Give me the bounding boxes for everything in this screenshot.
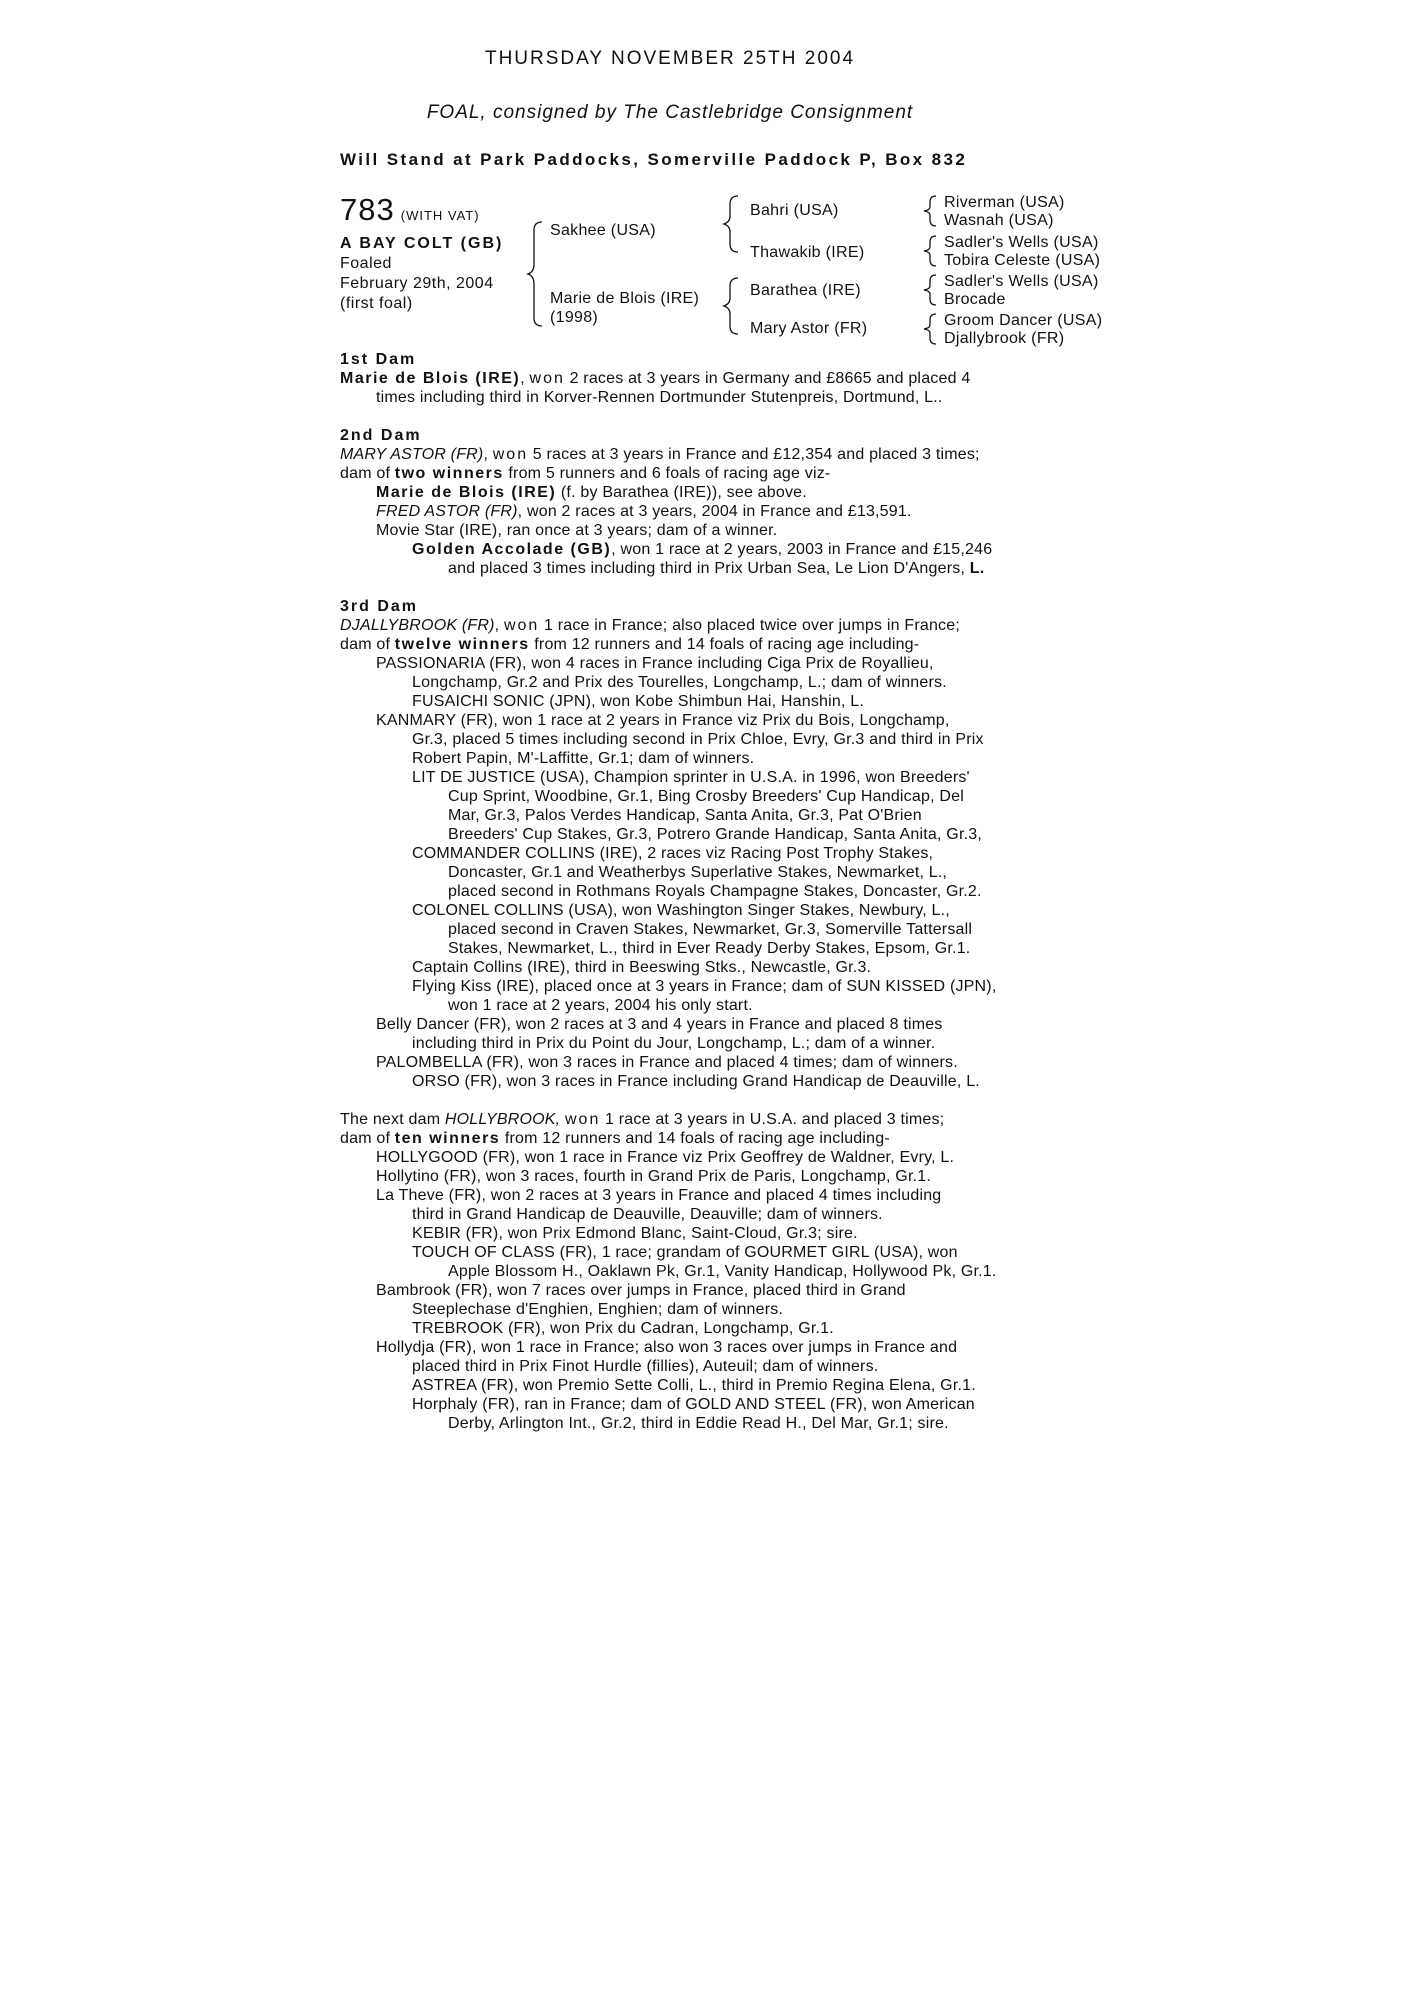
pedigree-bracket-g2 <box>924 234 940 268</box>
offspring-name: Golden Accolade (GB) <box>412 541 612 558</box>
third-dam-text-1: 1 race in France; also placed twice over jumps in France; <box>543 617 960 634</box>
next-dam-line: third in Grand Handicap de Deauville, Deauville; dam of winners. <box>412 1206 883 1223</box>
pedigree-dam-year: (1998) <box>550 309 599 326</box>
next-dam-line: Steeplechase d'Enghien, Enghien; dam of winners. <box>412 1301 784 1318</box>
pedigree-g7: Groom Dancer (USA) <box>944 312 1103 329</box>
next-dam-line: Hollytino (FR), won 3 races, fourth in Grand Prix de Paris, Longchamp, Gr.1. <box>376 1168 931 1185</box>
second-dam-text-2: from 5 runners and 6 foals of racing age viz- <box>508 465 831 482</box>
third-dam-line-1: DJALLYBROOK (FR), won 1 race in France; also placed twice over jumps in France; <box>340 617 960 634</box>
next-dam-line: Hollydja (FR), won 1 race in France; also won 3 races over jumps in France and <box>376 1339 958 1356</box>
pedigree-g3: Sadler's Wells (USA) <box>944 234 1099 251</box>
second-dam-line-1: MARY ASTOR (FR), won 5 races at 3 years in France and £12,354 and placed 3 times; <box>340 446 980 463</box>
second-dam-text-1: 5 races at 3 years in France and £12,354 and placed 3 times; <box>532 446 980 463</box>
first-dam-heading: 1st Dam <box>340 351 417 368</box>
offspring-text: , won 2 races at 3 years, 2004 in France and £13,591. <box>517 503 912 520</box>
third-dam-line: Stakes, Newmarket, L., third in Ever Ready Derby Stakes, Epsom, Gr.1. <box>448 940 971 957</box>
pedigree-bracket-g3 <box>924 273 940 307</box>
third-dam-line: including third in Prix du Point du Jour, Longchamp, L.; dam of a winner. <box>412 1035 936 1052</box>
next-dam-line: KEBIR (FR), won Prix Edmond Blanc, Saint-Cloud, Gr.3; sire. <box>412 1225 858 1242</box>
foaled-date: February 29th, 2004 <box>340 275 494 292</box>
next-dam-line: Horphaly (FR), ran in France; dam of GOLD AND STEEL (FR), won American <box>412 1396 975 1413</box>
lot-number <box>340 192 480 228</box>
stand-location: Will Stand at Park Paddocks, Somerville Paddock P, Box 832 <box>340 150 968 169</box>
first-dam-text-1: 2 races at 3 years in Germany and £8665 and placed 4 <box>569 370 971 387</box>
pedigree-g2: Wasnah (USA) <box>944 212 1054 229</box>
offspring-text: (f. by Barathea (IRE)), see above. <box>560 484 807 501</box>
second-dam-offspring-1 <box>340 483 1080 502</box>
next-dam-dam-of: dam of <box>340 1130 391 1147</box>
next-dam-line: Apple Blossom H., Oaklawn Pk, Gr.1, Vanity Handicap, Hollywood Pk, Gr.1. <box>448 1263 997 1280</box>
second-dam-offspring-4 <box>340 540 1080 559</box>
next-dam-line: Bambrook (FR), won 7 races over jumps in France, placed third in Grand <box>376 1282 906 1299</box>
next-dam-line: TOUCH OF CLASS (FR), 1 race; grandam of GOURMET GIRL (USA), won <box>412 1244 958 1261</box>
third-dam-line: Captain Collins (IRE), third in Beeswing Stks., Newcastle, Gr.3. <box>412 959 872 976</box>
first-dam-name: Marie de Blois (IRE) <box>340 370 521 387</box>
third-dam-line: won 1 race at 2 years, 2004 his only start. <box>448 997 753 1014</box>
next-dam-line-1 <box>340 1110 1080 1129</box>
first-dam-won: won <box>529 370 565 387</box>
third-dam-line: COLONEL COLLINS (USA), won Washington Singer Stakes, Newbury, L., <box>412 902 950 919</box>
third-dam-line: Cup Sprint, Woodbine, Gr.1, Bing Crosby Breeders' Cup Handicap, Del <box>448 788 964 805</box>
offspring-text: , won 1 race at 2 years, 2003 in France and £15,246 <box>611 541 993 558</box>
third-dam-line: Flying Kiss (IRE), placed once at 3 years in France; dam of SUN KISSED (JPN), <box>412 978 997 995</box>
catalogue-body <box>340 350 1080 1433</box>
pedigree-bracket-dam <box>724 276 744 338</box>
next-dam-line: Derby, Arlington Int., Gr.2, third in Eddie Read H., Del Mar, Gr.1; sire. <box>448 1415 949 1432</box>
third-dam-line: FUSAICHI SONIC (JPN), won Kobe Shimbun Hai, Hanshin, L. <box>412 693 865 710</box>
third-dam-line: Breeders' Cup Stakes, Gr.3, Potrero Grande Handicap, Santa Anita, Gr.3, <box>448 826 982 843</box>
pedigree-bracket-g1 <box>924 194 940 228</box>
pedigree-g1: Riverman (USA) <box>944 194 1065 211</box>
third-dam-text-2: from 12 runners and 14 foals of racing age including- <box>534 636 920 653</box>
lot-number-value: 783 <box>340 192 395 227</box>
pedigree-dam-dam: Mary Astor (FR) <box>750 320 868 337</box>
first-dam-line-1: Marie de Blois (IRE), won 2 races at 3 years in Germany and £8665 and placed 4 <box>340 370 971 387</box>
pedigree-dam-sire: Barathea (IRE) <box>750 282 861 299</box>
next-dam-line: TREBROOK (FR), won Prix du Cadran, Longchamp, Gr.1. <box>412 1320 834 1337</box>
third-dam-won: won <box>503 617 540 634</box>
third-dam-line: LIT DE JUSTICE (USA), Champion sprinter in U.S.A. in 1996, won Breeders' <box>412 769 970 786</box>
second-dam-line-2 <box>340 464 1080 483</box>
offspring-text: and placed 3 times including third in Prix Urban Sea, Le Lion D'Angers, <box>448 560 966 577</box>
third-dam-line: PALOMBELLA (FR), won 3 races in France and placed 4 times; dam of winners. <box>376 1054 958 1071</box>
next-dam-line: placed third in Prix Finot Hurdle (fillies), Auteuil; dam of winners. <box>412 1358 879 1375</box>
first-dam-line-2: times including third in Korver-Rennen Dortmunder Stutenpreis, Dortmund, L.. <box>376 389 943 406</box>
pedigree-g5: Sadler's Wells (USA) <box>944 273 1099 290</box>
second-dam-won: won <box>492 446 529 463</box>
pedigree-bracket-main <box>528 220 548 330</box>
next-dam-line-2 <box>340 1129 1080 1148</box>
second-dam-offspring-3: Movie Star (IRE), ran once at 3 years; dam of a winner. <box>376 522 778 539</box>
third-dam-line-2 <box>340 635 1080 654</box>
third-dam-line: COMMANDER COLLINS (IRE), 2 races viz Racing Post Trophy Stakes, <box>412 845 934 862</box>
third-dam-winners: twelve winners <box>394 636 530 653</box>
next-dam-intro: The next dam <box>340 1111 441 1128</box>
foaled-label: Foaled <box>340 255 392 272</box>
third-dam-line: placed second in Rothmans Royals Champagne Stakes, Doncaster, Gr.2. <box>448 883 982 900</box>
consignment-line: FOAL, consigned by The Castlebridge Consignment <box>426 102 914 123</box>
next-dam-won: won <box>564 1111 601 1128</box>
third-dam-name: DJALLYBROOK (FR) <box>340 617 495 634</box>
foal-note: (first foal) <box>340 295 413 312</box>
third-dam-line: Robert Papin, M'-Laffitte, Gr.1; dam of winners. <box>412 750 755 767</box>
listed-marker: L. <box>969 560 985 577</box>
third-dam-line: ORSO (FR), won 3 races in France including Grand Handicap de Deauville, L. <box>412 1073 980 1090</box>
next-dam-text-1: 1 race at 3 years in U.S.A. and placed 3 times; <box>605 1111 945 1128</box>
pedigree-g6: Brocade <box>944 291 1006 308</box>
horse-description: A BAY COLT (GB) <box>340 235 504 252</box>
third-dam-line: Doncaster, Gr.1 and Weatherbys Superlative Stakes, Newmarket, L., <box>448 864 948 881</box>
third-dam-heading: 3rd Dam <box>340 598 419 615</box>
next-dam-text-2: from 12 runners and 14 foals of racing age including- <box>504 1130 890 1147</box>
third-dam-line: placed second in Craven Stakes, Newmarket, Gr.3, Somerville Tattersall <box>448 921 973 938</box>
pedigree-bracket-sire <box>724 194 744 256</box>
pedigree-sire-sire: Bahri (USA) <box>750 202 839 219</box>
second-dam-dam-of: dam of <box>340 465 391 482</box>
second-dam-offspring-4-cont <box>340 559 1080 578</box>
offspring-name: Marie de Blois (IRE) <box>376 484 557 501</box>
third-dam-line: Mar, Gr.3, Palos Verdes Handicap, Santa Anita, Gr.3, Pat O'Brien <box>448 807 922 824</box>
pedigree-dam: Marie de Blois (IRE) <box>550 290 700 307</box>
second-dam-heading: 2nd Dam <box>340 427 422 444</box>
pedigree-sire-dam: Thawakib (IRE) <box>750 244 865 261</box>
pedigree-bracket-g4 <box>924 312 940 346</box>
third-dam-line: KANMARY (FR), won 1 race at 2 years in France viz Prix du Bois, Longchamp, <box>376 712 950 729</box>
pedigree-sire: Sakhee (USA) <box>550 222 656 239</box>
next-dam-line: HOLLYGOOD (FR), won 1 race in France viz Prix Geoffrey de Waldner, Evry, L. <box>376 1149 955 1166</box>
second-dam-offspring-2 <box>340 502 1080 521</box>
third-dam-line: Belly Dancer (FR), won 2 races at 3 and 4 years in France and placed 8 times <box>376 1016 943 1033</box>
sale-date: THURSDAY NOVEMBER 25TH 2004 <box>484 48 856 69</box>
third-dam-line: PASSIONARIA (FR), won 4 races in France including Ciga Prix de Royallieu, <box>376 655 934 672</box>
vat-note: (WITH VAT) <box>400 208 480 223</box>
second-dam-name: MARY ASTOR (FR) <box>340 446 484 463</box>
second-dam-winners: two winners <box>394 465 504 482</box>
offspring-name: FRED ASTOR (FR) <box>376 503 518 520</box>
pedigree-g4: Tobira Celeste (USA) <box>944 252 1101 269</box>
next-dam-winners: ten winners <box>394 1130 501 1147</box>
next-dam-line: La Theve (FR), won 2 races at 3 years in France and placed 4 times including <box>376 1187 942 1204</box>
horse-summary <box>340 234 503 314</box>
third-dam-line: Longchamp, Gr.2 and Prix des Tourelles, Longchamp, L.; dam of winners. <box>412 674 947 691</box>
third-dam-dam-of: dam of <box>340 636 391 653</box>
next-dam-line: ASTREA (FR), won Premio Sette Colli, L., third in Premio Regina Elena, Gr.1. <box>412 1377 976 1394</box>
next-dam-name: HOLLYBROOK, <box>444 1111 561 1128</box>
pedigree-g8: Djallybrook (FR) <box>944 330 1065 347</box>
third-dam-line: Gr.3, placed 5 times including second in Prix Chloe, Evry, Gr.3 and third in Prix <box>412 731 984 748</box>
